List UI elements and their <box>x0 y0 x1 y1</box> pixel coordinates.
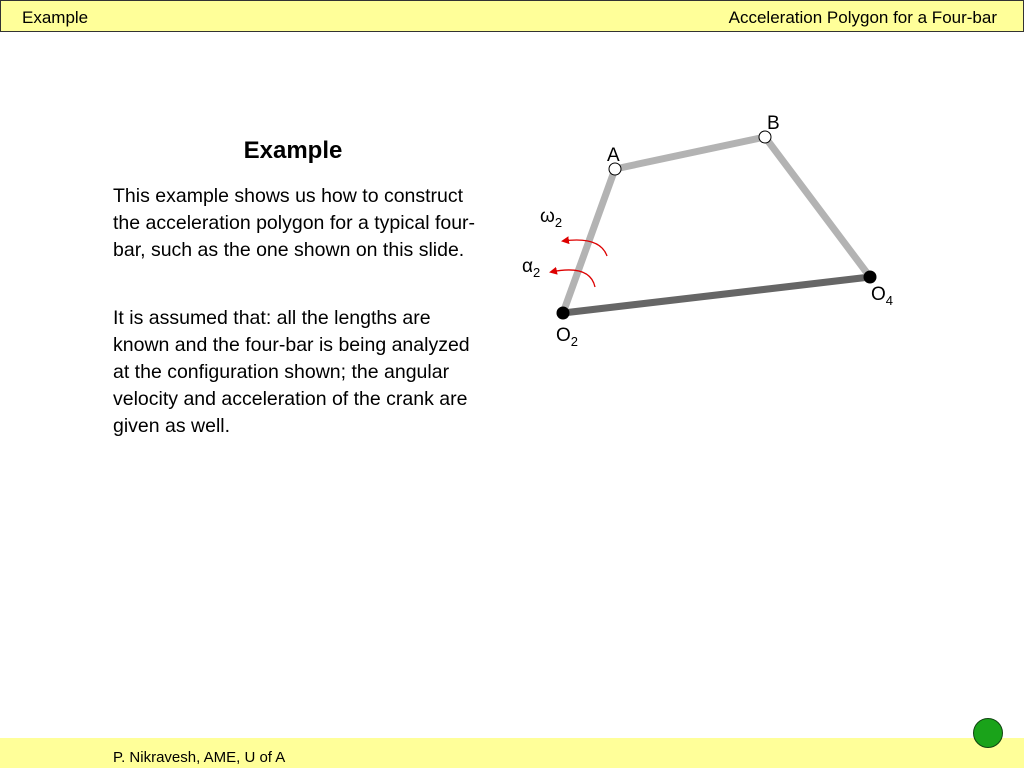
header-section-title: Example <box>22 8 89 27</box>
content-paragraph-2: It is assumed that: all the lengths are known and the four-bar is being analyzed at the configuration shown; the angular velocity and acceleration of the crank are given as well. <box>113 307 470 437</box>
label-o2-sub: 2 <box>570 334 579 349</box>
label-b: B <box>767 113 780 134</box>
label-o4 <box>871 284 893 308</box>
content-paragraph-1: This example shows us how to construct the acceleration polygon for a typical four-bar, such as the one shown on this slide. <box>113 185 476 261</box>
ground-pivot-o4 <box>864 271 877 284</box>
rocker-link <box>765 137 870 277</box>
ground-link <box>563 277 870 313</box>
label-o2-main: O <box>556 325 571 346</box>
label-o4-sub: 4 <box>885 293 894 308</box>
label-alpha-sub: 2 <box>532 265 541 280</box>
content-title: Example <box>243 137 343 164</box>
footer-credit: P. Nikravesh, AME, U of A <box>113 749 286 766</box>
label-a: A <box>607 145 620 166</box>
label-omega-sub: 2 <box>554 215 563 230</box>
header-slide-title: Acceleration Polygon for a Four-bar <box>728 8 997 27</box>
label-omega <box>540 206 562 230</box>
next-slide-button[interactable] <box>973 718 1003 748</box>
label-o2 <box>556 325 578 349</box>
label-alpha <box>522 256 540 280</box>
label-omega-main: ω <box>540 206 555 227</box>
label-alpha-main: α <box>522 256 533 277</box>
ground-pivot-o2 <box>557 307 570 320</box>
footer-bar <box>0 738 1024 768</box>
label-o4-main: O <box>871 284 886 305</box>
coupler-link <box>615 137 765 169</box>
